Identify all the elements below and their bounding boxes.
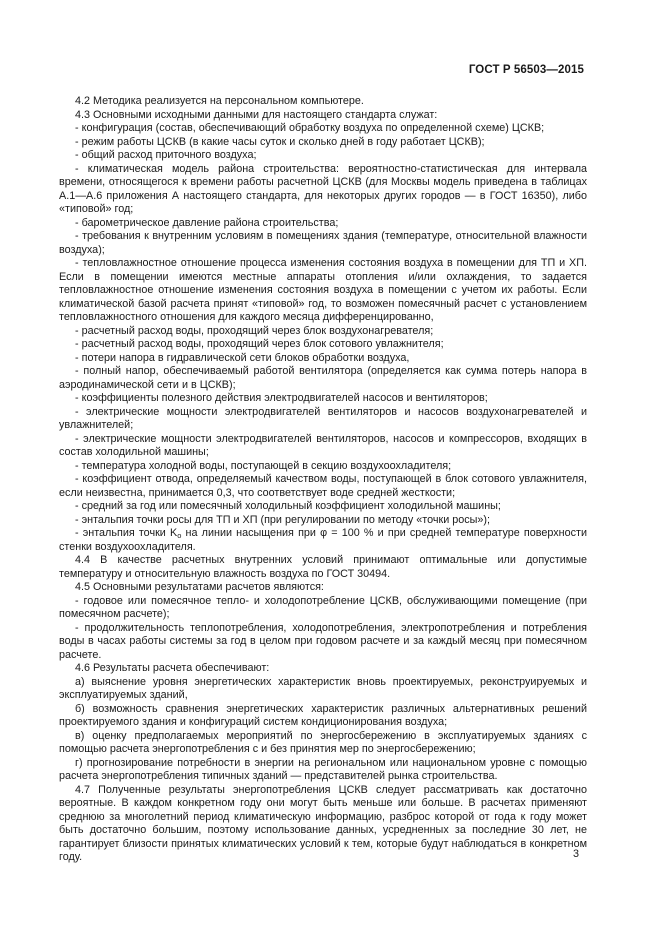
- paragraph: - продолжительность теплопотребления, холодопотребления, электропотребления и потребления воды в часах работы системы за год в целом при годовом расчете и за каждый месяц при помесячном расчете.: [59, 621, 587, 661]
- paragraph: 4.7 Полученные результаты энергопотребления ЦСКВ следует рассматривать как достаточно вероятные. В каждом конкретном году они могут быть меньше или больше. В расчетах применяют среднюю за многолетний период климатическую информацию, разброс которой от года к году может быть достаточно большим, поэтому использование данных, усредненных за последние 30 лет, не гарантирует близости принятых климатических условий к тем, которые будут наблюдаться в конкретном году.: [59, 783, 587, 863]
- paragraph: 4.5 Основными результатами расчетов являются:: [75, 581, 324, 593]
- paragraph: - электрические мощности электродвигателей вентиляторов, насосов и компрессоров, входящих в состав холодильной машины;: [59, 432, 587, 458]
- paragraph: - электрические мощности электродвигателей вентиляторов и насосов воздухонагревателей и увлажнителей;: [59, 405, 587, 431]
- paragraph: - барометрическое давление района строительства;: [75, 216, 339, 229]
- paragraph: 4.2 Методика реализуется на персональном компьютере.: [75, 95, 364, 107]
- paragraph: а) выяснение уровня энергетических характеристик вновь проектируемых, реконструируемых и эксплуатируемых зданий,: [59, 675, 587, 701]
- paragraph: - тепловлажностное отношение процесса изменения состояния воздуха в помещении для ТП и ХП. Если в помещении имеются местные аппараты отопления и/или охлаждения, то задается тепловлажностное отношение изменения состояния воздуха в помещении с учетом их работы. Если климатической базой расчета принят «типовой» год, то возможен помесячный расчет с установлением тепловлажностного отношения для каждого месяца дифференцированно,: [59, 257, 587, 323]
- paragraph: - расчетный расход воды, проходящий через блок сотового увлажнителя;: [75, 338, 444, 350]
- text-fragment: - энтальпия точки K: [75, 527, 178, 539]
- paragraph: - коэффициент отвода, определяемый качеством воды, поступающей в блок сотового увлажнителя, если неизвестна, принимается 0,3, что соответствует воде средней жесткости;: [59, 473, 587, 499]
- document-body: [59, 95, 587, 865]
- text-fragment: на линии насыщения при φ = 100 % и при средней температуре поверхности стенки воздухоохладителя.: [59, 527, 588, 553]
- paragraph: - годовое или помесячное тепло- и холодопотребление ЦСКВ, обслуживающими помещение (при помесячном расчете);: [59, 594, 587, 620]
- paragraph: - потери напора в гидравлической сети блоков обработки воздуха,: [75, 351, 410, 364]
- paragraph: - энтальпия точки росы для ТП и ХП (при регулировании по методу «точки росы»);: [75, 513, 490, 526]
- document-header: ГОСТ Р 56503—2015: [468, 64, 584, 76]
- paragraph-enthalpy-ko: [59, 527, 587, 554]
- subscript: o: [177, 531, 182, 540]
- paragraph: - режим работы ЦСКВ (в какие часы суток и сколько дней в году работает ЦСКВ);: [75, 135, 485, 148]
- paragraph: - расчетный расход воды, проходящий через блок воздухонагревателя;: [75, 324, 434, 337]
- paragraph: - требования к внутренним условиям в помещениях здания (температуре, относительной влажности воздуха);: [59, 230, 587, 256]
- paragraph: - коэффициенты полезного действия электродвигателей насосов и вентиляторов;: [75, 392, 488, 404]
- paragraph: - полный напор, обеспечиваемый работой вентилятора (определяется как сумма потерь напора в аэродинамической сети и в ЦСКВ);: [59, 365, 587, 391]
- paragraph: 4.6 Результаты расчета обеспечивают:: [75, 662, 270, 674]
- paragraph: - конфигурация (состав, обеспечивающий обработку воздуха по определенной схеме) ЦСКВ;: [75, 122, 545, 134]
- paragraph: - средний за год или помесячный холодильный коэффициент холодильной машины;: [75, 500, 501, 512]
- paragraph: - температура холодной воды, поступающей в секцию воздухоохладителя;: [75, 459, 452, 472]
- page-number: 3: [572, 848, 579, 860]
- paragraph: 4.3 Основными исходными данными для настоящего стандарта служат:: [75, 108, 438, 121]
- paragraph: б) возможность сравнения энергетических характеристик различных альтернативных решений проектируемого здания и конфигураций систем кондиционирования воздуха;: [59, 702, 587, 728]
- paragraph: 4.4 В качестве расчетных внутренних условий принимают оптимальные или допустимые температуру и относительную влажность воздуха по ГОСТ 30494.: [59, 554, 587, 580]
- paragraph: г) прогнозирование потребности в энергии на региональном или национальном уровне с помощью расчета энергопотребления типичных зданий — представителей рынка строительства.: [59, 756, 587, 782]
- paragraph: в) оценку предполагаемых мероприятий по энергосбережению в эксплуатируемых зданиях с помощью расчета энергопотребления с и без принятия мер по энергосбережению;: [59, 729, 587, 755]
- paragraph: - климатическая модель района строительства: вероятностно-статистическая для интервала времени, относящегося к времени работы расчетной ЦСКВ (для Москвы модель приведена в таблицах А.1—А.6 приложения А настоящего стандарта, для некоторых других городов — в ГОСТ 16350), либо «типовой» год;: [59, 162, 587, 215]
- paragraph: - общий расход приточного воздуха;: [75, 149, 257, 161]
